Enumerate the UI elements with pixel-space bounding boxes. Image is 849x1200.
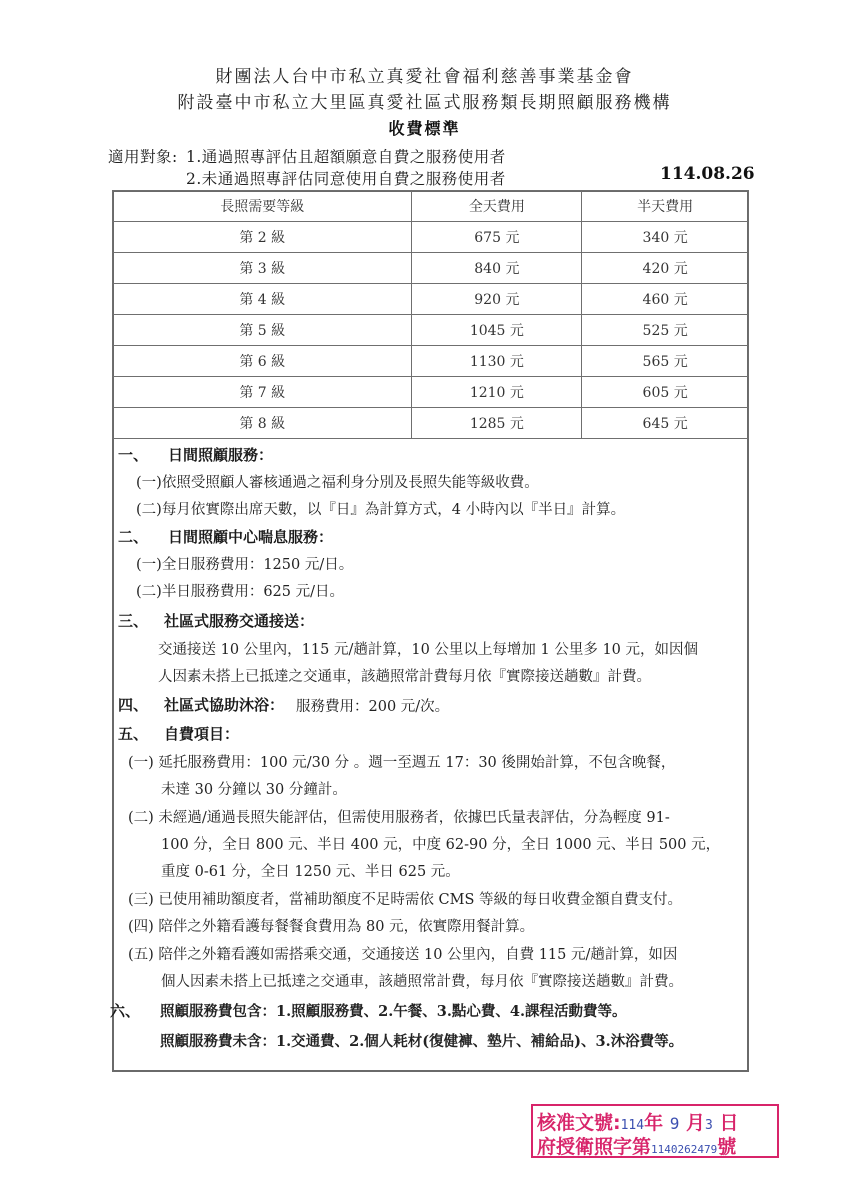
level-cell: 第 6 級: [113, 346, 412, 377]
full-day-cell: 840 元: [412, 253, 582, 284]
section-1-item-1: (一)依照受照顧人審核通過之福利身分別及長照失能等級收費。: [136, 475, 539, 491]
table-header-row: [113, 191, 749, 222]
table-row: [113, 408, 749, 439]
section-1-item-2: (二)每月依實際出席天數，以『日』為計算方式，4 小時內以『半日』計算。: [136, 502, 626, 518]
document-title: 收費標準: [388, 119, 461, 138]
section-5-line-2: 未達 30 分鐘以 30 分鐘計。: [161, 782, 347, 798]
header-level: 長照需要等級: [113, 191, 412, 222]
section-1-title: 日間照顧服務：: [168, 446, 274, 464]
section-3-line-2: 人因素未搭上已抵達之交通車，該趟照常計費每月依『實際接送趟數』計費。: [158, 669, 651, 685]
stamp-day-handwritten: 3: [705, 1118, 713, 1133]
half-day-cell: 605 元: [582, 377, 749, 408]
stamp-reference-label: 府授衛照字第: [537, 1136, 652, 1158]
level-cell: 第 5 級: [113, 315, 412, 346]
applies-item-1: 1.通過照專評估且超額願意自費之服務使用者: [186, 148, 506, 166]
full-day-cell: 1285 元: [412, 408, 582, 439]
section-3-number: 三、: [118, 612, 149, 630]
section-5-line-8: (五) 陪伴之外籍看護如需搭乘交通，交通接送 10 公里內，自費 115 元/趟計算，如因: [128, 947, 678, 963]
stamp-month-handwritten: 9: [669, 1114, 680, 1133]
stamp-row-reference-number: [537, 1132, 736, 1159]
stamp-month-unit: 月: [686, 1112, 706, 1134]
section-4-text: 服務費用：200 元/次。: [296, 699, 450, 715]
facility-name: 附設臺中市私立大里區真愛社區式服務類長期照顧服務機構: [177, 93, 672, 113]
applies-label: 適用對象:: [108, 148, 178, 166]
stamp-number-handwritten: 1140262479: [651, 1143, 718, 1156]
full-day-cell: 1045 元: [412, 315, 582, 346]
table-row: [113, 315, 749, 346]
organization-name: 財團法人台中市私立真愛社會福利慈善事業基金會: [215, 67, 634, 87]
section-5-number: 五、: [118, 725, 149, 743]
section-5-line-9: 個人因素未搭上已抵達之交通車，該趟照常計費，每月依『實際接送趟數』計費。: [161, 974, 683, 990]
table-row: [113, 253, 749, 284]
half-day-cell: 525 元: [582, 315, 749, 346]
level-cell: 第 2 級: [113, 222, 412, 253]
full-day-cell: 675 元: [412, 222, 582, 253]
stamp-year-handwritten: 114: [620, 1118, 645, 1133]
half-day-cell: 460 元: [582, 284, 749, 315]
section-3-line-1: 交通接送 10 公里內，115 元/趟計算，10 公里以上每增加 1 公里多 10 元，如因個: [158, 642, 699, 658]
full-day-cell: 920 元: [412, 284, 582, 315]
section-5-title: 自費項目：: [164, 725, 240, 743]
level-cell: 第 3 級: [113, 253, 412, 284]
section-4-title: 社區式協助沐浴：: [164, 696, 285, 714]
fee-table: [112, 190, 749, 439]
stamp-year-unit: 年: [644, 1112, 664, 1134]
section-5-line-3: (二) 未經過/通過長照失能評估，但需使用服務者，依據巴氏量表評估，分為輕度 91-: [128, 810, 670, 826]
level-cell: 第 8 級: [113, 408, 412, 439]
half-day-cell: 565 元: [582, 346, 749, 377]
section-2-item-2: (二)半日服務費用：625 元/日。: [136, 584, 344, 600]
level-cell: 第 4 級: [113, 284, 412, 315]
section-6-number: 六、: [110, 1002, 141, 1020]
half-day-cell: 340 元: [582, 222, 749, 253]
section-5-line-4: 100 分，全日 800 元、半日 400 元，中度 62-90 分，全日 1000 元、半日 500 元，: [161, 837, 721, 853]
table-row: [113, 222, 749, 253]
header-full-day: 全天費用: [412, 191, 582, 222]
stamp-day-unit: 日: [719, 1112, 739, 1134]
section-6-excluded: 照顧服務費未含：1.交通費、2.個人耗材(復健褲、墊片、補給品)、3.沐浴費等。: [160, 1033, 684, 1050]
applies-item-2: 2.未通過照專評估同意使用自費之服務使用者: [186, 170, 506, 188]
section-4-number: 四、: [118, 696, 149, 714]
stamp-number-unit: 號: [717, 1136, 737, 1158]
half-day-cell: 645 元: [582, 408, 749, 439]
section-3-title: 社區式服務交通接送：: [164, 612, 315, 630]
table-row: [113, 377, 749, 408]
section-5-line-5: 重度 0-61 分，全日 1250 元、半日 625 元。: [161, 864, 460, 880]
section-5-line-1: (一) 延托服務費用：100 元/30 分 。週一至週五 17：30 後開始計算，不包含晚餐，: [128, 755, 676, 771]
approval-stamp: [531, 1104, 779, 1158]
half-day-cell: 420 元: [582, 253, 749, 284]
table-row: [113, 346, 749, 377]
section-2-title: 日間照顧中心喘息服務：: [168, 528, 334, 546]
section-5-line-7: (四) 陪伴之外籍看護每餐餐食費用為 80 元，依實際用餐計算。: [128, 919, 535, 935]
table-row: [113, 284, 749, 315]
stamp-row-approval-date: [537, 1108, 738, 1135]
full-day-cell: 1130 元: [412, 346, 582, 377]
level-cell: 第 7 級: [113, 377, 412, 408]
stamp-approval-label: 核准文號:: [537, 1112, 621, 1134]
section-6-included: 照顧服務費包含：1.照顧服務費、2.午餐、3.點心費、4.課程活動費等。: [160, 1003, 627, 1020]
section-1-number: 一、: [118, 446, 149, 464]
document-date: 114.08.26: [660, 164, 755, 184]
full-day-cell: 1210 元: [412, 377, 582, 408]
section-5-line-6: (三) 已使用補助額度者，當補助額度不足時需依 CMS 等級的每日收費金額自費支付。: [128, 892, 683, 908]
section-2-number: 二、: [118, 528, 149, 546]
section-2-item-1: (一)全日服務費用：1250 元/日。: [136, 557, 354, 573]
header-half-day: 半天費用: [582, 191, 749, 222]
